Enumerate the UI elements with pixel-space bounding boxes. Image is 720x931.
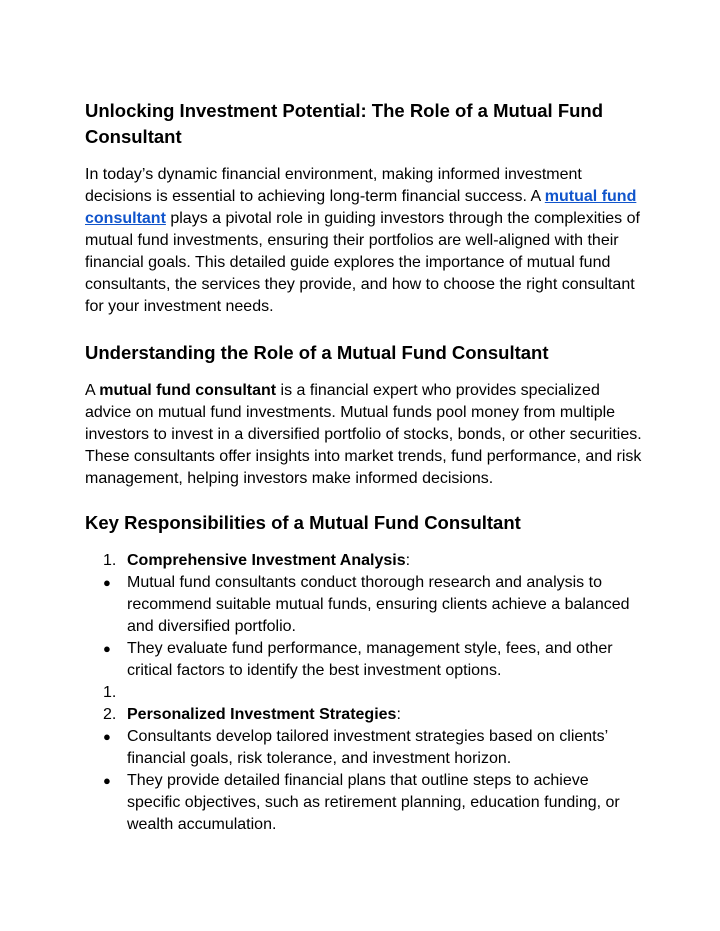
section-heading-role: Understanding the Role of a Mutual Fund Consultant (85, 342, 549, 363)
list-item (85, 572, 645, 638)
list-number-marker: 1. (103, 684, 117, 701)
list-item-bold: Comprehensive Investment Analysis (127, 552, 406, 569)
list-item-bold: Personalized Investment Strategies (127, 706, 397, 723)
intro-paragraph (85, 164, 645, 318)
list-item (85, 638, 645, 682)
bullet-icon: ● (103, 729, 111, 744)
intro-text-before-link: In today’s dynamic financial environment, making informed investment decisions is essential to achieving long-term financial success. A (85, 166, 582, 205)
list-number-marker: 1. (103, 552, 117, 569)
role-paragraph (85, 380, 645, 490)
list-item (85, 550, 645, 572)
intro-text-after-link: plays a pivotal role in guiding investors through the complexities of mutual fund investments, ensuring their portfolios are well-aligned with their financial goals. This detailed guide explores the importance of mutual fund consultants, the services they provide, and how to choose the right consultant for your investment needs. (85, 210, 640, 315)
bullet-icon: ● (103, 575, 111, 590)
list-item-text: Mutual fund consultants conduct thorough research and analysis to recommend suitable mutual funds, ensuring clients achieve a balanced and diversified portfolio. (127, 574, 630, 635)
document-page (85, 98, 645, 836)
list-item (85, 704, 645, 726)
responsibilities-list (85, 550, 645, 836)
list-item-text: : (396, 706, 401, 723)
mutual-fund-consultant-link[interactable]: mutual fund consultant (85, 188, 637, 227)
bullet-icon: ● (103, 641, 111, 656)
list-item (85, 682, 645, 704)
role-text: is a financial expert who provides specialized advice on mutual fund investments. Mutual funds pool money from multiple investors to invest in a diversified portfolio of stocks, bonds, or other securities. These consultants offer insights into market trends, fund performance, and risk management, helping investors make informed decisions. (85, 382, 642, 487)
list-item (85, 770, 645, 836)
list-item (85, 726, 645, 770)
document-title: Unlocking Investment Potential: The Role of a Mutual Fund Consultant (85, 100, 604, 147)
list-item-text: They provide detailed financial plans that outline steps to achieve specific objectives, such as retirement planning, education funding, or wealth accumulation. (127, 772, 620, 833)
list-item-text: They evaluate fund performance, management style, fees, and other critical factors to identify the best investment options. (127, 640, 613, 679)
bullet-icon: ● (103, 773, 111, 788)
section-heading-responsibilities: Key Responsibilities of a Mutual Fund Consultant (85, 512, 521, 533)
list-item-text: : (405, 552, 411, 569)
role-bold-term: mutual fund consultant (99, 382, 277, 399)
list-number-marker: 2. (103, 706, 117, 723)
role-lead: A (85, 382, 100, 399)
list-item-text: Consultants develop tailored investment strategies based on clients’ financial goals, risk tolerance, and investment horizon. (127, 728, 608, 767)
